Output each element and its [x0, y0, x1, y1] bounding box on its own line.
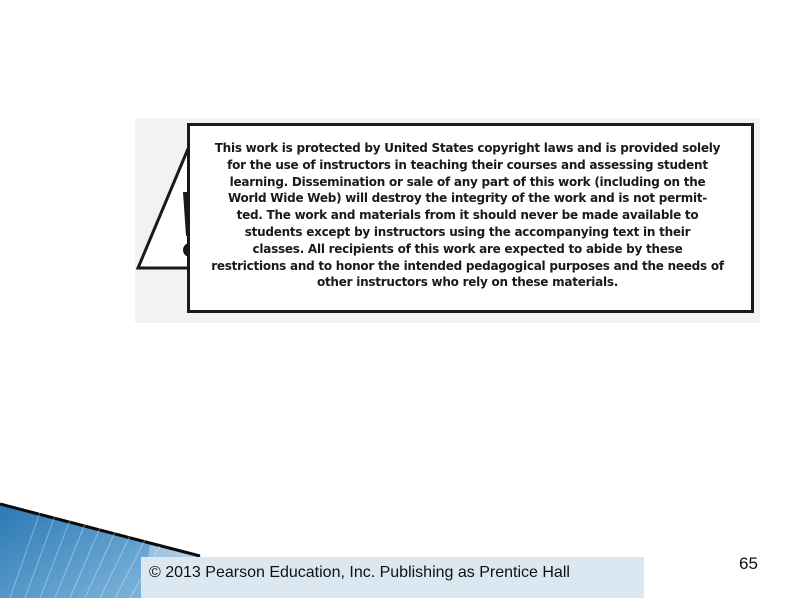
- notice-line: learning. Dissemination or sale of any part of this work (including on the: [229, 174, 706, 189]
- notice-line: classes. All recipients of this work are expected to abide by these: [252, 241, 683, 256]
- notice-line: other instructors who rely on these materials.: [316, 275, 619, 290]
- copyright-notice: [135, 118, 760, 323]
- notice-text: [202, 140, 733, 291]
- copyright-text: © 2013 Pearson Education, Inc. Publishing as Prentice Hall: [149, 564, 570, 581]
- notice-line: This work is protected by United States copyright laws and is provided solely: [214, 141, 721, 155]
- notice-line: ted. The work and materials from it should never be made available to: [236, 208, 699, 223]
- notice-line: students except by instructors using the accompanying text in their: [244, 224, 691, 239]
- notice-box: [187, 123, 754, 313]
- notice-line: World Wide Web) will destroy the integrity of the work and is not permit-: [227, 191, 708, 206]
- notice-line: restrictions and to honor the intended pedagogical purposes and the needs of: [211, 258, 724, 273]
- notice-line: for the use of instructors in teaching their courses and assessing student: [227, 157, 708, 172]
- page-number: 65: [739, 554, 758, 573]
- footer-bar: [141, 557, 644, 598]
